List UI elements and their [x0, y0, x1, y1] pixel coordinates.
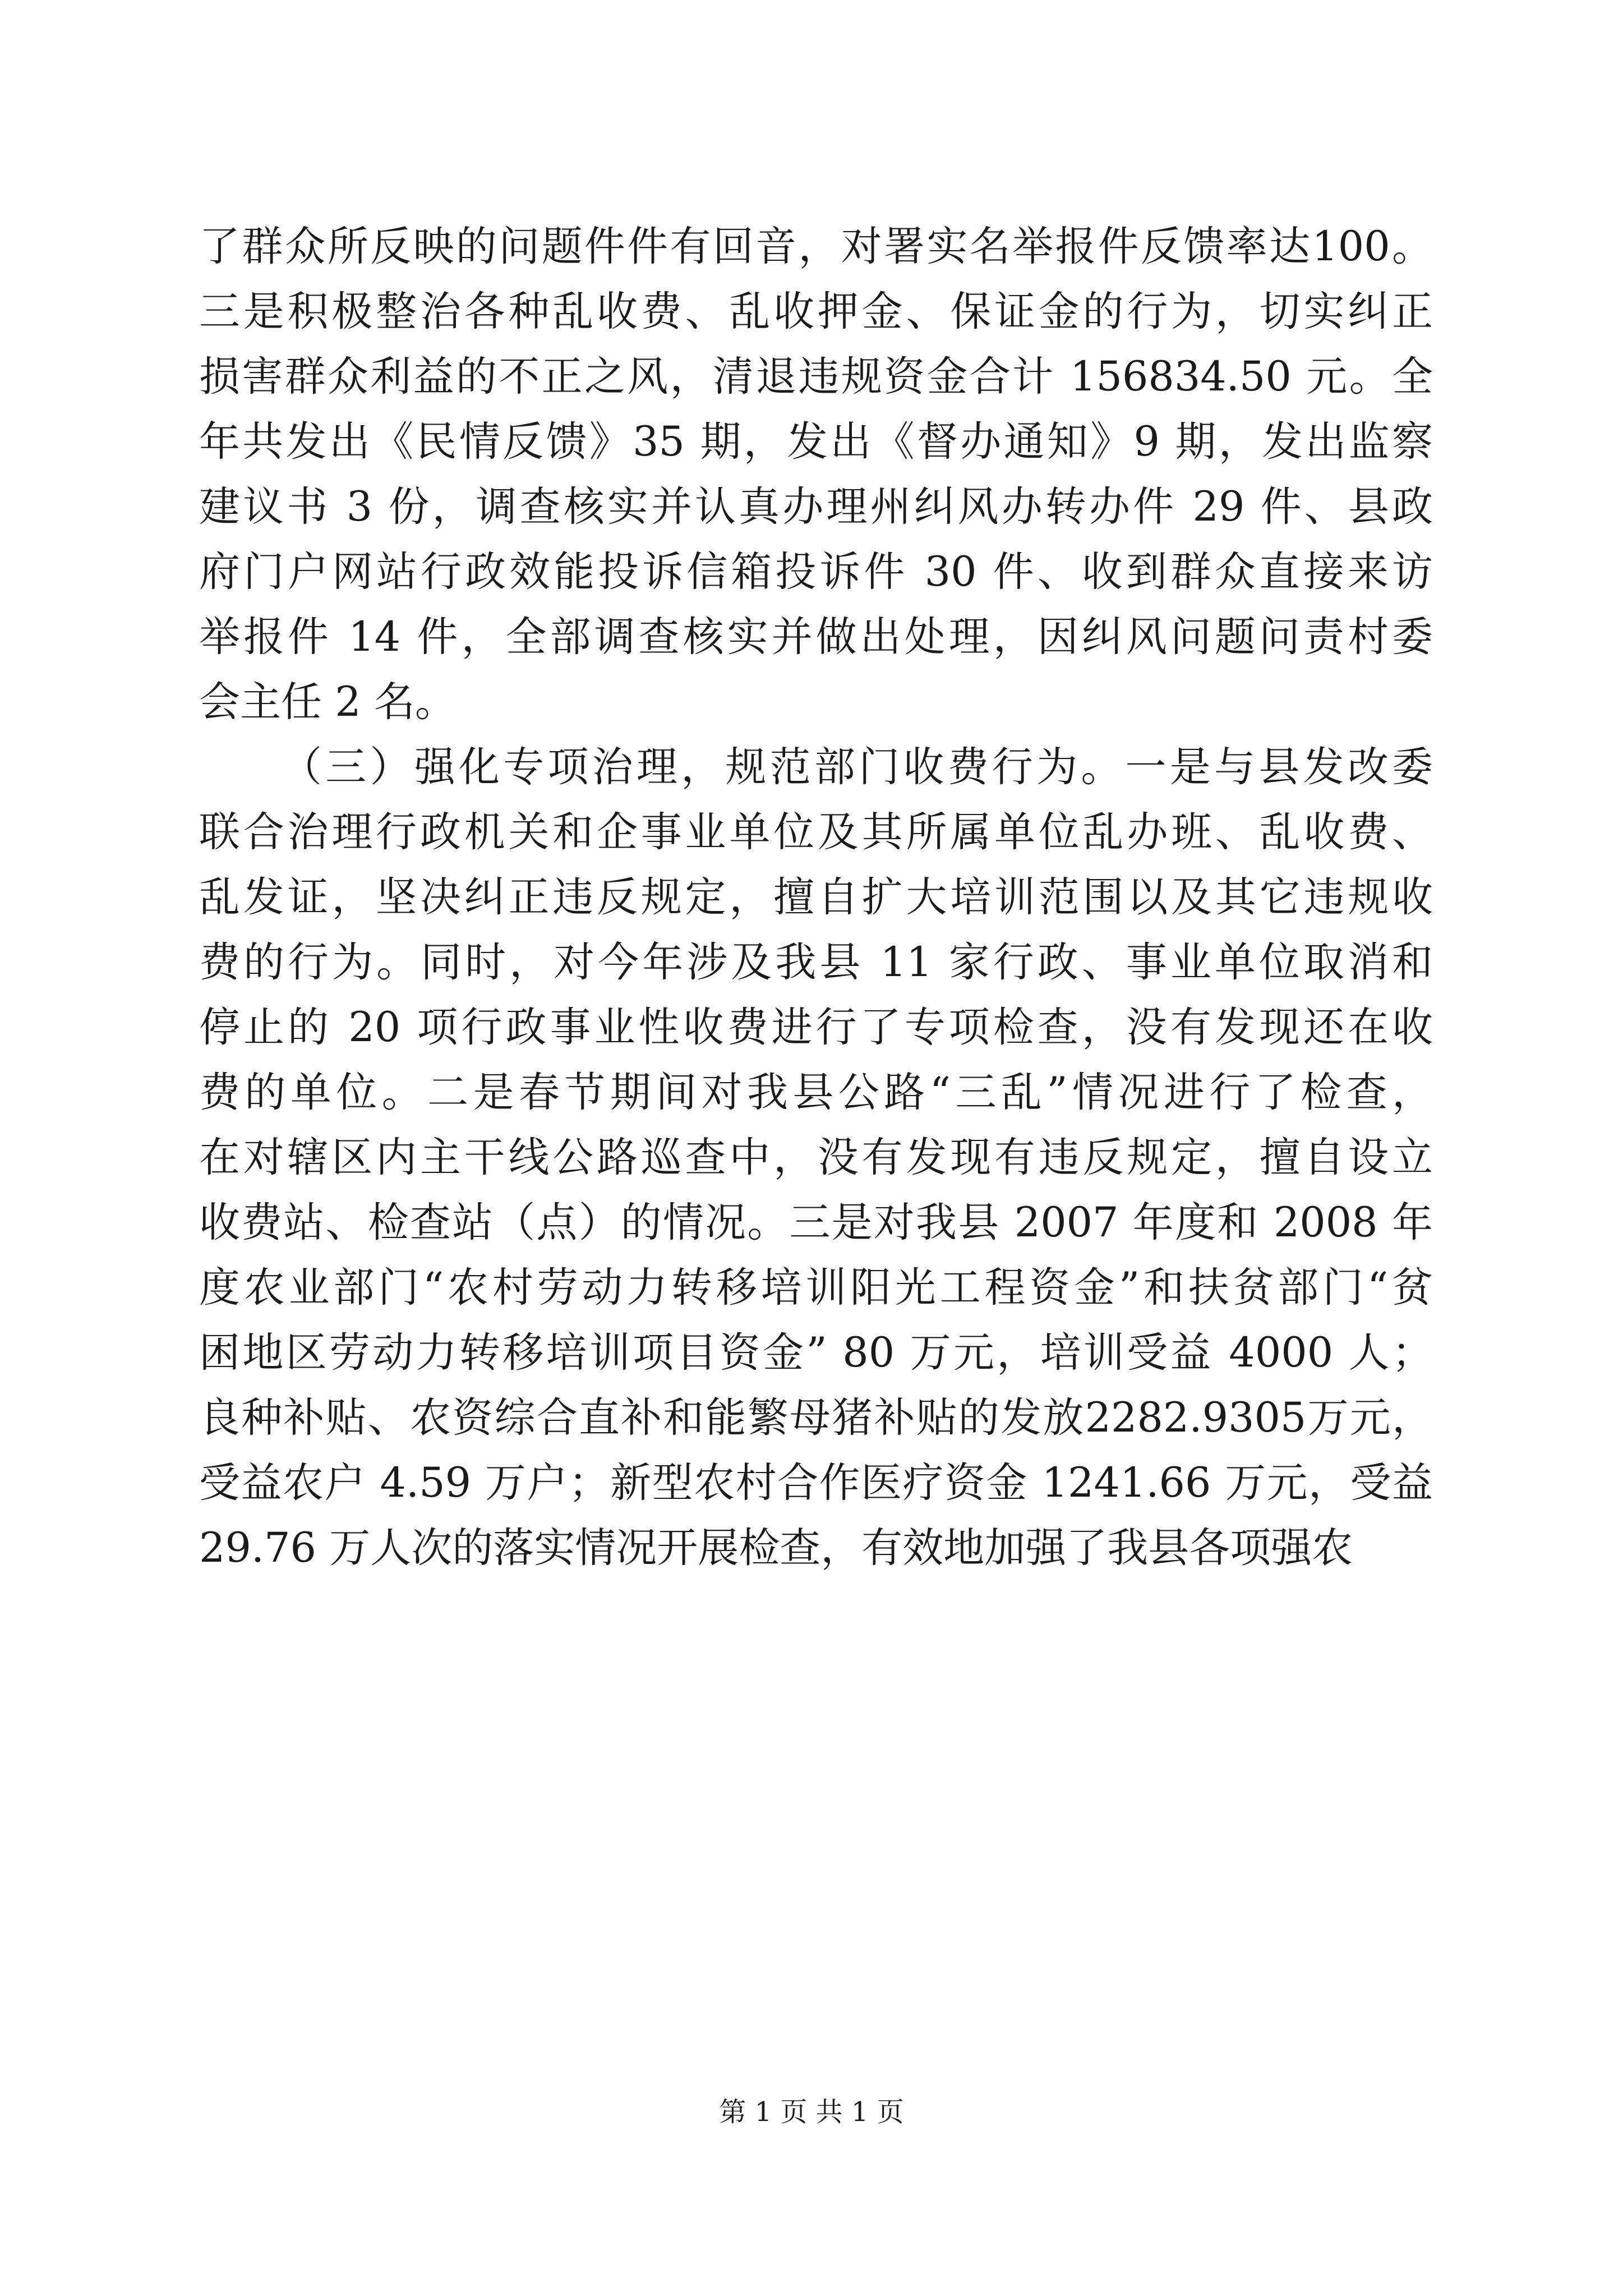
text-line: 三是积极整治各种乱收费、乱收押金、保证金的行为，切实纠正	[199, 288, 1433, 335]
text-line: 困地区劳动力转移培训项目资金” 80 万元，培训受益 4000 人；	[199, 1329, 1433, 1377]
text-line: 年共发出《民情反馈》35 期，发出《督办通知》9 期，发出监察	[199, 418, 1433, 466]
text-line: 府门户网站行政效能投诉信箱投诉件 30 件、收到群众直接来访	[199, 548, 1433, 596]
text-line: 建议书 3 份，调查核实并认真办理州纠风办转办件 29 件、县政	[199, 483, 1433, 531]
paragraph	[199, 735, 1433, 1581]
text-line: 停止的 20 项行政事业性收费进行了专项检查，没有发现还在收	[199, 1004, 1433, 1051]
paragraph	[199, 214, 1433, 735]
text-line: 会主任 2 名。	[199, 678, 456, 726]
text-line: 损害群众利益的不正之风，清退违规资金合计 156834.50 元。全	[199, 353, 1433, 401]
text-line: 29.76 万人次的落实情况开展检查，有效地加强了我县各项强农	[199, 1524, 1353, 1572]
text-line: 费的单位。二是春节期间对我县公路“三乱”情况进行了检查，	[199, 1069, 1433, 1116]
text-line: 了群众所反映的问题件件有回音，对署实名举报件反馈率达100。	[199, 223, 1433, 270]
text-line: 联合治理行政机关和企事业单位及其所属单位乱办班、乱收费、	[199, 808, 1433, 856]
text-line: 度农业部门“农村劳动力转移培训阳光工程资金”和扶贫部门“贫	[199, 1264, 1433, 1312]
text-line: 良种补贴、农资综合直补和能繁母猪补贴的发放2282.9305万元，	[199, 1394, 1433, 1442]
document-body	[199, 214, 1433, 1581]
text-line: 举报件 14 件，全部调查核实并做出处理，因纠风问题问责村委	[199, 613, 1433, 661]
text-line: （三）强化专项治理，规范部门收费行为。一是与县发改委	[281, 743, 1433, 791]
text-line: 费的行为。同时，对今年涉及我县 11 家行政、事业单位取消和	[199, 938, 1433, 986]
text-line: 在对辖区内主干线公路巡查中，没有发现有违反规定，擅自设立	[199, 1134, 1433, 1181]
text-line: 收费站、检查站（点）的情况。三是对我县 2007 年度和 2008 年	[199, 1199, 1433, 1246]
page-footer: 第 1 页 共 1 页	[719, 2096, 904, 2128]
text-line: 乱发证，坚决纠正违反规定，擅自扩大培训范围以及其它违规收	[199, 873, 1433, 921]
text-line: 受益农户 4.59 万户；新型农村合作医疗资金 1241.66 万元，受益	[199, 1459, 1433, 1507]
